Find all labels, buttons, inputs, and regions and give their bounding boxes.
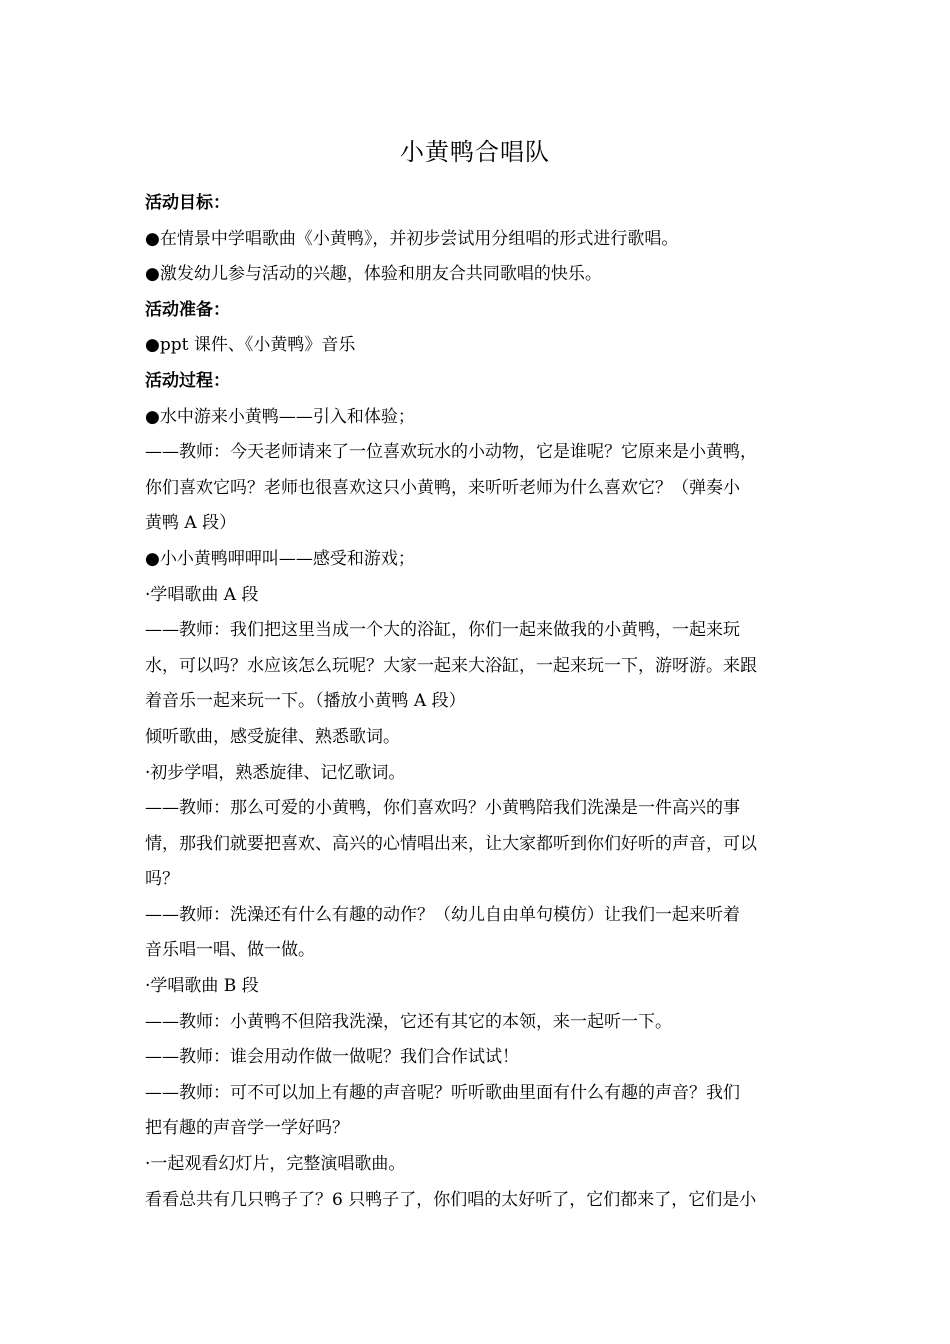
section-heading: 活动准备： — [145, 299, 230, 320]
text-line: ·初步学唱，熟悉旋律、记忆歌词。 — [145, 762, 406, 783]
text-line: 着音乐一起来玩一下。（播放小黄鸭 A 段） — [145, 691, 466, 712]
text-line: ——教师：小黄鸭不但陪我洗澡，它还有其它的本领，来一起听一下。 — [145, 1011, 672, 1032]
section-heading: 活动过程： — [145, 370, 230, 391]
text-line: ·学唱歌曲 B 段 — [145, 976, 259, 997]
text-line: 倾听歌曲，感受旋律、熟悉歌词。 — [145, 726, 400, 747]
document-title: 小黄鸭合唱队 — [400, 138, 550, 166]
text-line: ·学唱歌曲 A 段 — [145, 584, 259, 605]
text-line: 吗？ — [145, 869, 179, 890]
text-line: ●ppt 课件、《小黄鸭》音乐 — [145, 335, 356, 356]
section-heading: 活动目标： — [145, 193, 230, 213]
text-line: ●激发幼儿参与活动的兴趣，体验和朋友合共同歌唱的快乐。 — [145, 264, 602, 285]
text-line: ●在情景中学唱歌曲《小黄鸭》，并初步尝试用分组唱的形式进行歌唱。 — [145, 228, 679, 249]
text-line: ——教师：可不可以加上有趣的声音呢？听听歌曲里面有什么有趣的声音？我们 — [145, 1082, 740, 1103]
text-line: 情，那我们就要把喜欢、高兴的心情唱出来，让大家都听到你们好听的声音，可以 — [145, 833, 757, 854]
text-line: ●小小黄鸭呷呷叫——感受和游戏； — [145, 548, 415, 569]
text-line: 看看总共有几只鸭子了？6 只鸭子了，你们唱的太好听了，它们都来了，它们是小 — [145, 1189, 757, 1210]
text-line: 音乐唱一唱、做一做。 — [145, 940, 315, 961]
text-line: ——教师：我们把这里当成一个大的浴缸，你们一起来做我的小黄鸭，一起来玩 — [145, 620, 740, 641]
text-line: 黄鸭 A 段） — [145, 513, 237, 534]
document-body — [145, 186, 815, 1218]
text-line: 把有趣的声音学一学好吗？ — [145, 1118, 349, 1139]
text-line: ——教师：洗澡还有什么有趣的动作？（幼儿自由单句模仿）让我们一起来听着 — [145, 904, 740, 925]
text-line: ·一起观看幻灯片，完整演唱歌曲。 — [145, 1154, 406, 1175]
text-line: 水，可以吗？水应该怎么玩呢？大家一起来大浴缸，一起来玩一下，游呀游。来跟 — [145, 655, 757, 676]
text-line: ——教师：谁会用动作做一做呢？我们合作试试！ — [145, 1047, 519, 1068]
text-line: 你们喜欢它吗？老师也很喜欢这只小黄鸭，来听听老师为什么喜欢它？（弹奏小 — [145, 477, 740, 498]
text-line: ●水中游来小黄鸭——引入和体验； — [145, 406, 415, 427]
text-line: ——教师：今天老师请来了一位喜欢玩水的小动物，它是谁呢？它原来是小黄鸭， — [145, 442, 757, 463]
text-line: ——教师：那么可爱的小黄鸭，你们喜欢吗？小黄鸭陪我们洗澡是一件高兴的事 — [145, 798, 740, 819]
